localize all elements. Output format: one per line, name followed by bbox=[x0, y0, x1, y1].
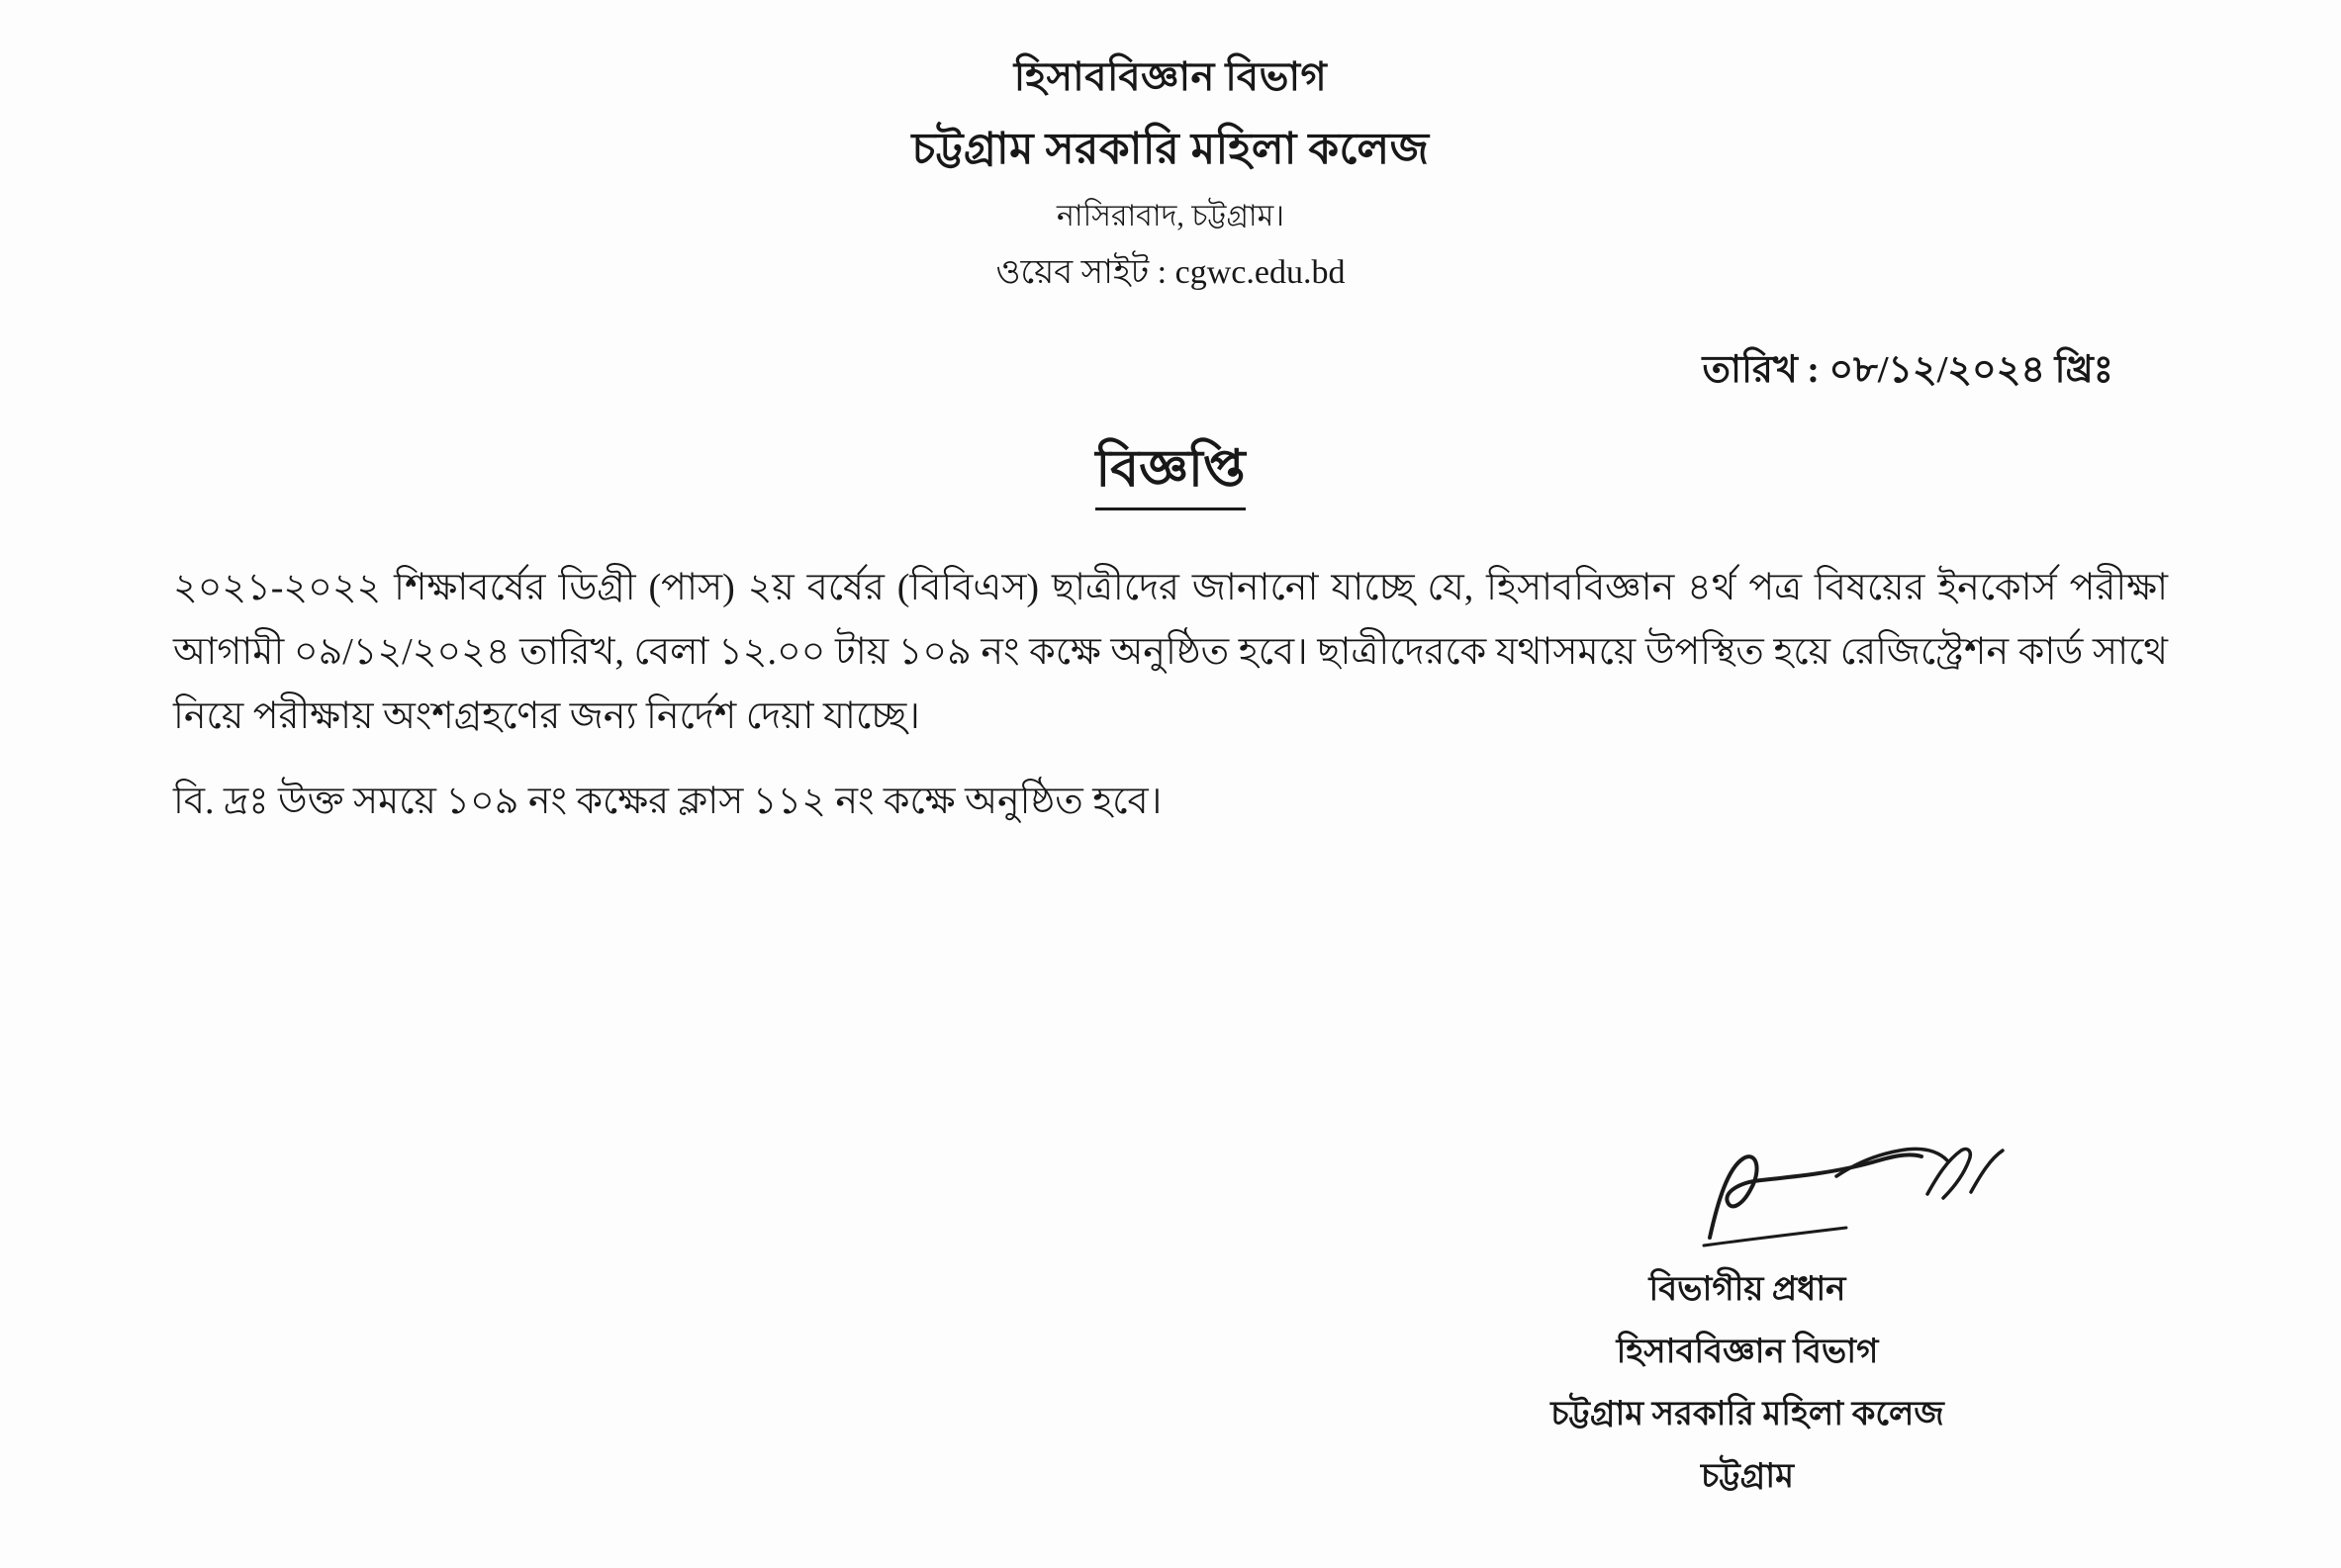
signature-city: চট্টগ্রাম bbox=[1701, 1458, 1794, 1496]
header-address: নাসিরাবাদ, চট্টগ্রাম। bbox=[1056, 200, 1285, 232]
handwritten-signature-icon bbox=[1688, 1143, 2014, 1261]
header-website: ওয়েব সাইট : cgwc.edu.bd bbox=[995, 254, 1346, 291]
signature-block bbox=[1401, 1259, 2094, 1509]
document-header bbox=[0, 0, 2341, 297]
header-department-name: হিসাববিজ্ঞান বিভাগ bbox=[1013, 54, 1328, 99]
signature-designation: বিভাগীয় প্রধান bbox=[1648, 1271, 1846, 1309]
notice-body bbox=[173, 556, 2168, 834]
notice-title-container bbox=[0, 437, 2341, 510]
signature-college: চট্টগ্রাম সরকারি মহিলা কলেজ bbox=[1550, 1396, 1944, 1433]
notice-note-line: বি. দ্রঃ উক্ত সময়ে ১০৯ নং কক্ষের ক্লাস ১১২ নং কক্ষে অনুষ্ঠিত হবে। bbox=[173, 780, 1163, 822]
header-college-name: চট্টগ্রাম সরকারি মহিলা কলেজ bbox=[911, 125, 1430, 173]
document-date: তারিখ : ০৮/১২/২০২৪ খ্রিঃ bbox=[1702, 348, 2113, 391]
signature-department: হিসাববিজ্ঞান বিভাগ bbox=[1616, 1334, 1879, 1371]
notice-body-paragraph: ২০২১-২০২২ শিক্ষাবর্ষের ডিগ্রী (পাস) ২য় বর্ষের (বিবিএস) ছাত্রীদের জানানো যাচ্ছে যে, হিসাববিজ্ঞান ৪র্থ পত্র বিষয়ের ইনকোর্স পরীক্ষা আগামী ০৯/১২/২০২৪ তারিখ, বেলা ১২.০০ টায় ১০৯ নং কক্ষে অনুষ্ঠিত হবে। ছাত্রীদেরকে যথাসময়ে উপস্থিত হয়ে রেজিস্ট্রেশন কার্ড সাথে নিয়ে পরীক্ষায় অংশগ্রহণের জন্য নির্দেশ দেয়া যাচ্ছে। bbox=[173, 566, 2168, 738]
page-title: বিজ্ঞপ্তি bbox=[1095, 437, 1245, 510]
